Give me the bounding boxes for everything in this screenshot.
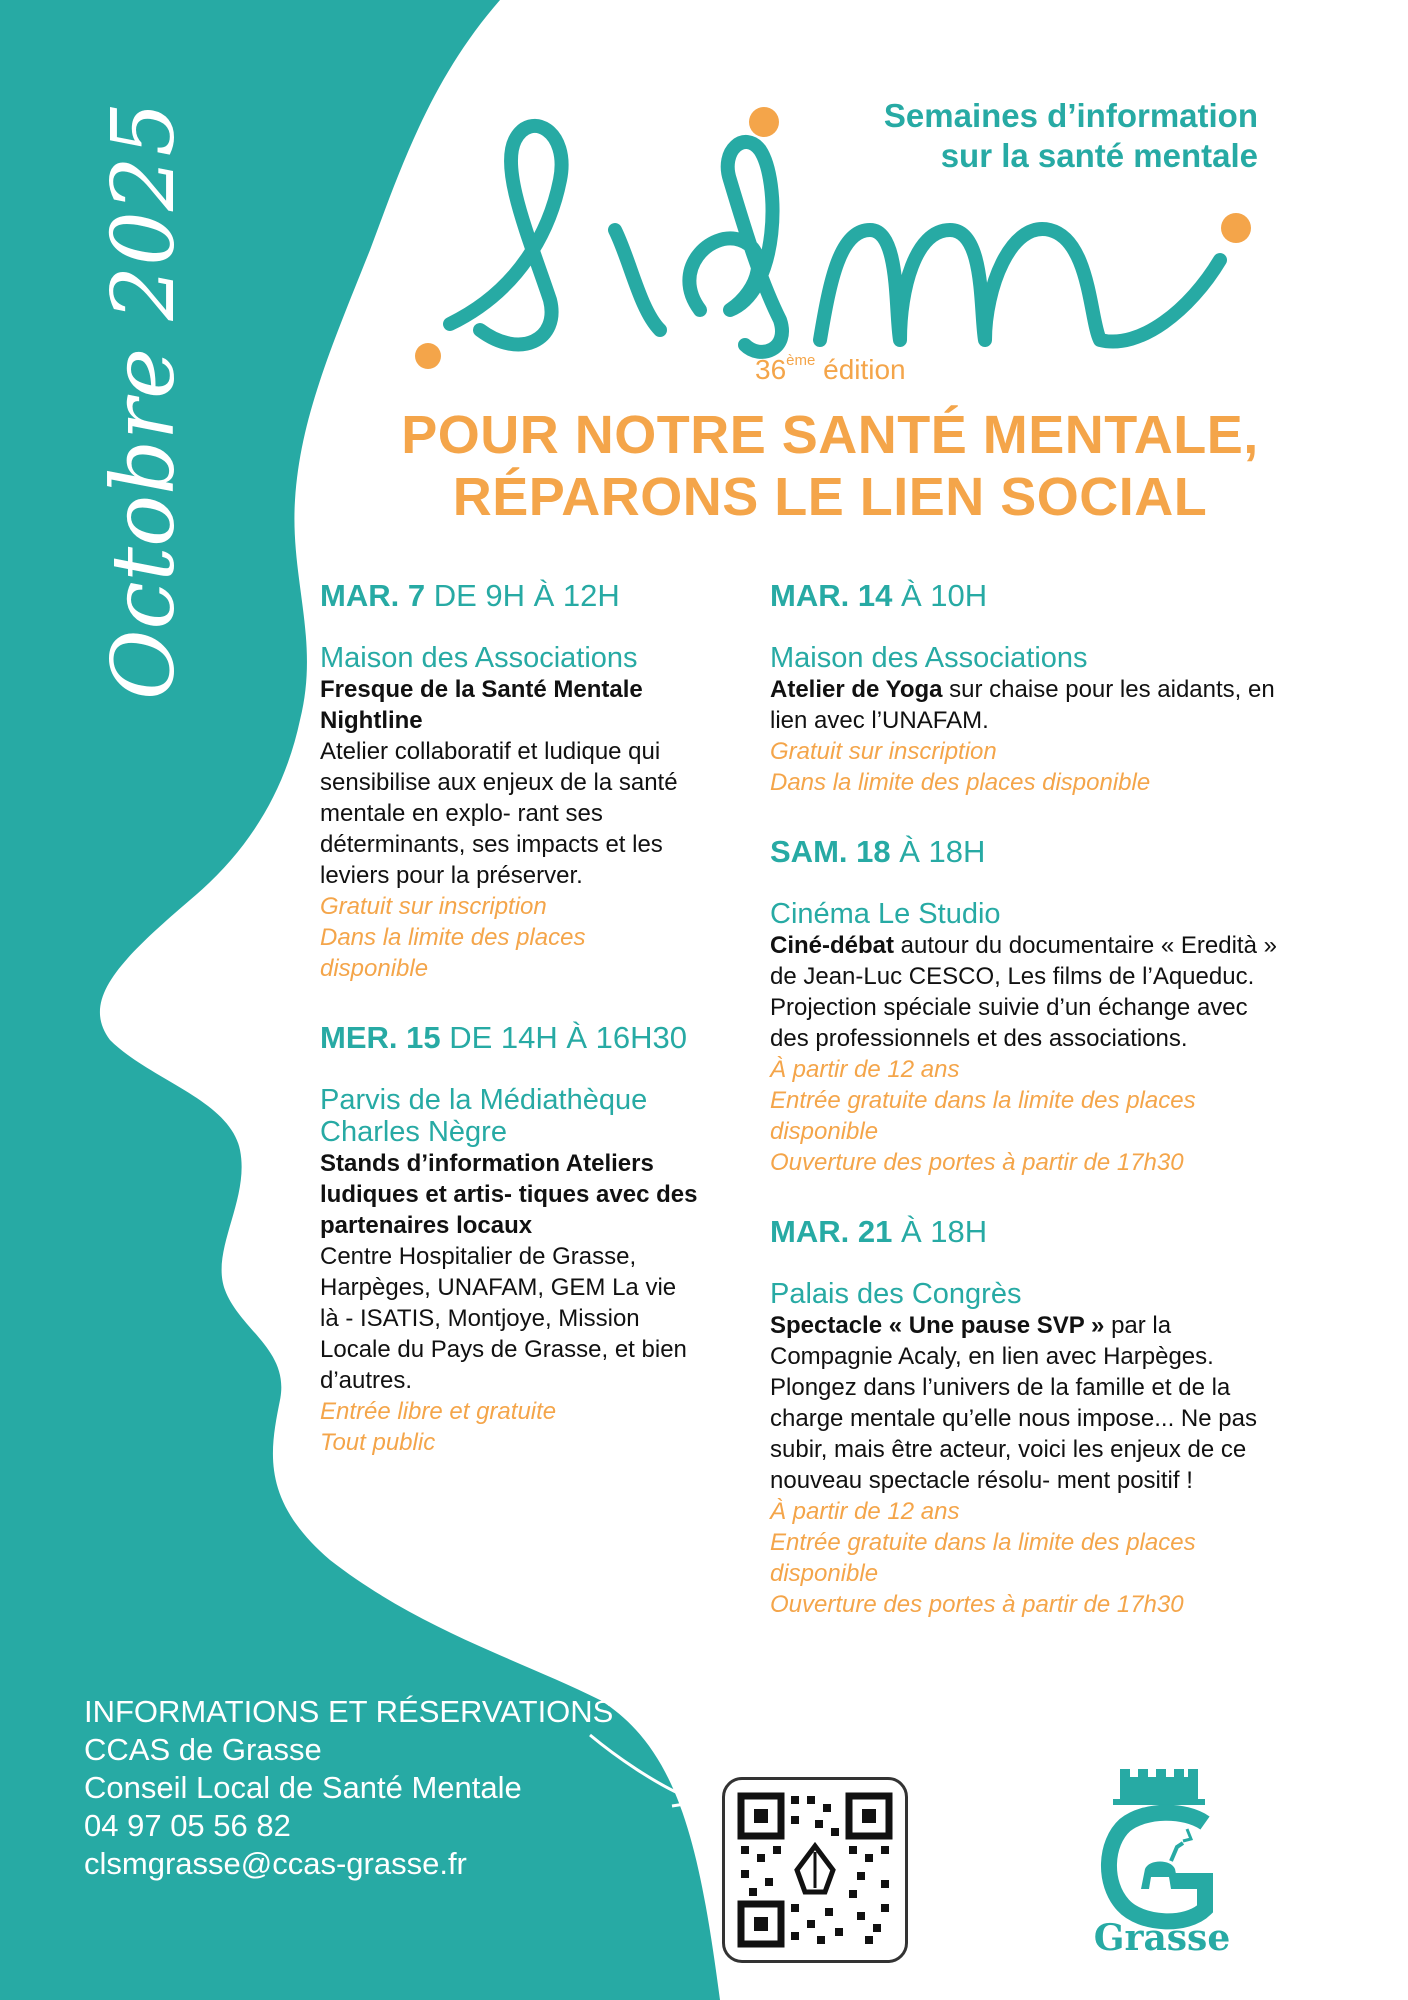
event-title: Stands d’information Ateliers ludiques et artis- tiques avec des partenaires locaux [320,1150,698,1239]
event-date: MER. 15 DE 14H À 16H30 [320,1020,688,1055]
event-mer-15 [320,1020,700,1458]
event-desc: Spectacle « Une pause SVP » par la Compagnie Acaly, en lien avec Harpèges. Plongez dans l’univers de la famille et de la charge mentale qu’elle nous impose... Ne pas subir, mais être acteur, voici les enjeux de ce nouveau spectacle résolu- ment positif ! [770,1312,1257,1494]
grasse-crest-icon [1075,1765,1250,1955]
tagline [884,96,1258,176]
event-date: SAM. 18 À 18H [770,834,986,869]
edition [755,354,906,386]
crest-label: Grasse [1093,1917,1231,1955]
side-title [78,50,218,710]
event-note: Dans la limite des places disponible [320,924,586,982]
event-note: Dans la limite des places disponible [770,769,1151,796]
event-desc: Atelier de Yoga sur chaise pour les aidants, en lien avec l’UNAFAM. [770,676,1275,734]
event-date: MAR. 7 DE 9H À 12H [320,578,620,613]
edition-label: édition [815,354,906,385]
headline-line1: POUR NOTRE SANTÉ MENTALE, [401,405,1259,465]
headline-line2: RÉPARONS LE LIEN SOCIAL [452,467,1208,527]
info-email[interactable]: clsmgrasse@ccas-grasse.fr [84,1846,467,1881]
event-note: À partir de 12 ans [770,1498,960,1525]
event-note: Entrée libre et gratuite [320,1398,557,1425]
event-mar-7 [320,578,700,984]
qr-code-icon [725,1780,905,1960]
side-title-text: Octobre 2025 [94,101,194,700]
info-line1: CCAS de Grasse [84,1732,322,1767]
tagline-line1: Semaines d’information [883,97,1258,134]
event-place: Palais des Congrès [770,1278,1022,1310]
event-note: Gratuit sur inscription [770,738,997,765]
logo-dot-left [415,343,441,369]
headline [380,404,1280,528]
edition-number: 36 [755,354,787,385]
event-sam-18 [770,834,1290,1178]
info-heading: INFORMATIONS ET RÉSERVATIONS [84,1694,614,1729]
event-desc: Atelier collaboratif et ludique qui sensibilise aux enjeux de la santé mentale en explo- rant ses déterminants, ses impacts et les leviers pour la préserver. [320,738,678,889]
event-mar-14 [770,578,1290,798]
event-note: Entrée gratuite dans la limite des places disponible [770,1087,1196,1145]
event-title: Fresque de la Santé Mentale Nightline [320,676,643,734]
grasse-crest [1075,1765,1250,1955]
events-left-column [320,578,700,1494]
event-note: Ouverture des portes à partir de 17h30 [770,1149,1184,1176]
event-note: À partir de 12 ans [770,1056,960,1083]
event-note: Gratuit sur inscription [320,893,547,920]
edition-suffix: ème [786,352,816,369]
event-note: Ouverture des portes à partir de 17h30 [770,1591,1184,1618]
event-place: Cinéma Le Studio [770,898,1001,930]
event-desc: Centre Hospitalier de Grasse, Harpèges, UNAFAM, GEM La vie là - ISATIS, Montjoye, Mission Locale du Pays de Grasse, et bien d’autres. [320,1243,687,1394]
tagline-line2: sur la santé mentale [940,137,1258,174]
event-desc: Ciné-débat autour du documentaire « Eredità » de Jean-Luc CESCO, Les films de l’Aqueduc. Projection spéciale suivie d’un échange avec des professionnels et des associations. [770,932,1277,1052]
event-note: Entrée gratuite dans la limite des places disponible [770,1529,1196,1587]
event-place: Parvis de la Médiathèque Charles Nègre [320,1084,648,1148]
events-right-column [770,578,1290,1656]
info-block [84,1693,613,1883]
logo-dot-top [749,107,779,137]
event-note: Tout public [320,1429,436,1456]
info-line2: Conseil Local de Santé Mentale [84,1770,522,1805]
event-date: MAR. 21 À 18H [770,1214,988,1249]
event-place: Maison des Associations [320,642,638,674]
event-date: MAR. 14 À 10H [770,578,988,613]
logo-dot-right [1221,213,1251,243]
event-mar-21 [770,1214,1290,1620]
qr-code[interactable] [722,1777,908,1963]
info-phone[interactable]: 04 97 05 56 82 [84,1808,291,1843]
event-place: Maison des Associations [770,642,1088,674]
